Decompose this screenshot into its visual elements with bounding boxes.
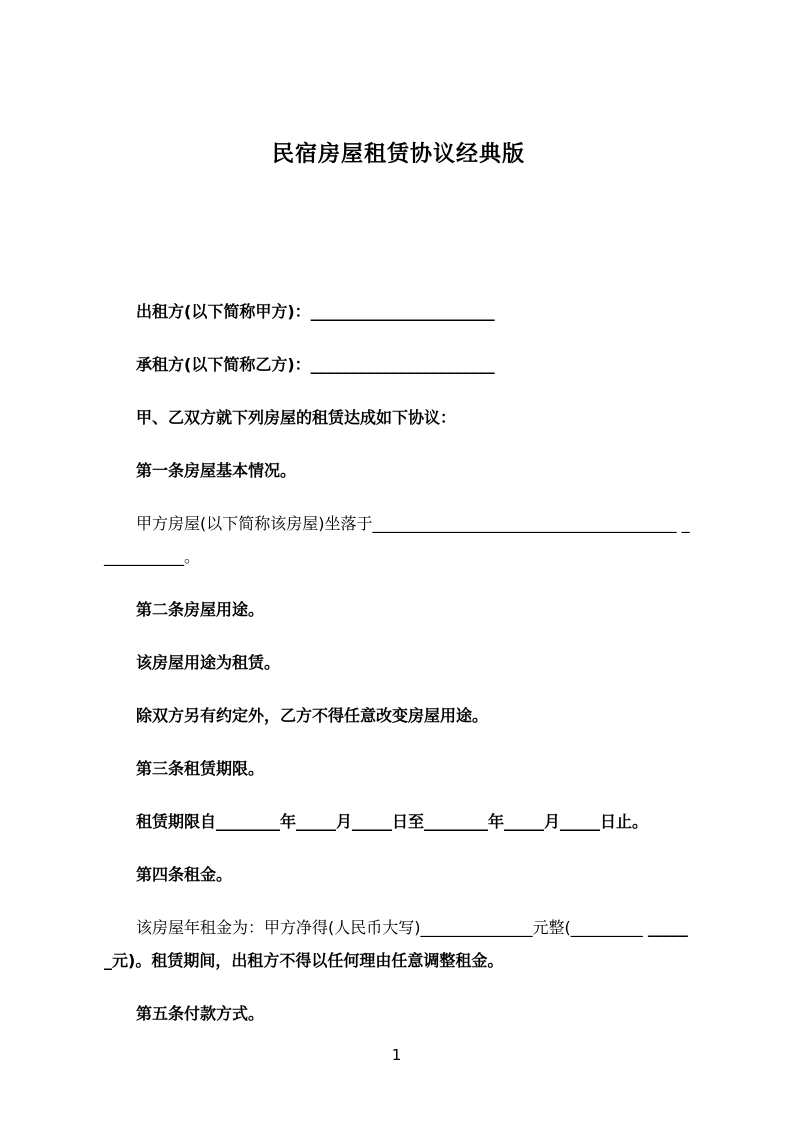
article-3-heading: 第三条租赁期限。 bbox=[136, 759, 265, 778]
article-2-heading: 第二条房屋用途。 bbox=[136, 600, 265, 619]
article-5-heading: 第五条付款方式。 bbox=[136, 1004, 265, 1023]
page-number: 1 bbox=[391, 1046, 402, 1064]
usage-restriction-line: 除双方另有约定外，乙方不得任意改变房屋用途。 bbox=[136, 706, 489, 725]
lease-term-line: 租赁期限自________年_____月_____日至________年_____月_____日止。 bbox=[136, 812, 649, 831]
usage-line: 该房屋用途为租赁。 bbox=[136, 653, 281, 672]
agreement-intro-line: 甲、乙双方就下列房屋的租赁达成如下协议： bbox=[136, 408, 457, 427]
document-title-text: 民宿房屋租赁协议经典版 bbox=[271, 142, 525, 167]
document-title bbox=[104, 0, 693, 170]
article-4-heading: 第四条租金。 bbox=[136, 865, 233, 884]
property-location-line: 甲方房屋(以下简称该房屋)坐落于______________________________________ ___________。 bbox=[104, 514, 690, 566]
rent-amount-line bbox=[104, 911, 693, 977]
rent-amount-bold-part: ______元)。租赁期间，出租方不得以任何理由任意调整租金。 bbox=[104, 918, 688, 970]
article-1-heading: 第一条房屋基本情况。 bbox=[136, 461, 297, 480]
party-b-line: 承租方(以下简称乙方)：_______________________ bbox=[136, 355, 495, 374]
rent-amount-normal-part: 该房屋年租金为：甲方净得(人民币大写)______________元整(_________ bbox=[136, 918, 648, 937]
party-a-line: 出租方(以下简称甲方)：_______________________ bbox=[136, 302, 495, 321]
